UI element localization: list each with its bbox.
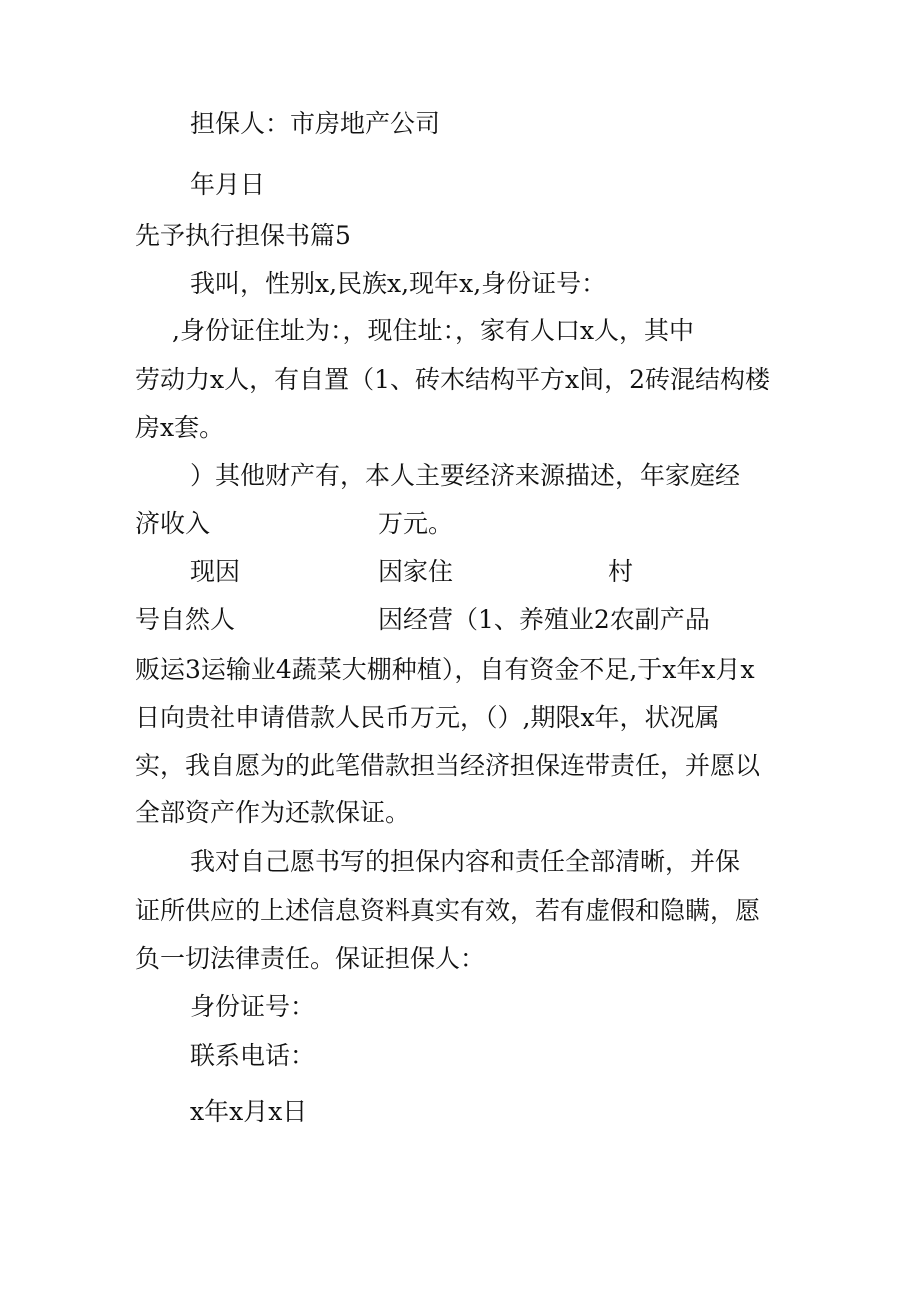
paragraph3-line1-a: 现因 <box>190 557 241 586</box>
guarantor-line: 担保人：市房地产公司 <box>190 109 441 138</box>
paragraph4-line2: 证所供应的上述信息资料真实有效，若有虚假和隐瞒，愿 <box>135 896 761 925</box>
paragraph3-line6: 全部资产作为还款保证。 <box>135 798 411 827</box>
paragraph1-line3: 劳动力x人，有自置（1、砖木结构平方x间，2砖混结构楼 <box>135 365 771 394</box>
paragraph2-line2-label: 济收入 <box>135 509 211 538</box>
paragraph3-line3: 贩运3运输业4蔬菜大棚种植），自有资金不足,于x年x月x <box>135 655 755 684</box>
section-title: 先予执行担保书篇5 <box>135 221 351 250</box>
signature-date: x年x月x日 <box>190 1097 308 1126</box>
paragraph3-line2-b: 因经营（1、养殖业2农副产品 <box>378 605 710 634</box>
paragraph1-line4: 房x套。 <box>135 413 225 442</box>
id-number-label: 身份证号： <box>190 992 316 1021</box>
phone-label: 联系电话： <box>190 1041 316 1070</box>
paragraph2-line1: ）其他财产有，本人主要经济来源描述，年家庭经 <box>190 461 741 490</box>
paragraph1-line1: 我叫，性别x,民族x,现年x,身份证号： <box>190 269 607 298</box>
paragraph3-line1-b: 因家住 <box>378 557 454 586</box>
paragraph3-line5: 实，我自愿为的此笔借款担当经济担保连带责任，并愿以 <box>135 751 761 780</box>
paragraph2-line2-unit: 万元。 <box>378 509 454 538</box>
paragraph3-line4: 日向贵社申请借款人民币万元，（）,期限x年，状况属 <box>135 703 720 732</box>
paragraph4-line3: 负一切法律责任。保证担保人： <box>135 944 486 973</box>
guarantor-date: 年月日 <box>190 170 266 199</box>
paragraph3-line1-c: 村 <box>608 557 634 586</box>
paragraph1-line2: ,身份证住址为：，现住址：，家有人口x人，其中 <box>172 316 695 345</box>
paragraph3-line2-a: 号自然人 <box>135 605 236 634</box>
paragraph4-line1: 我对自己愿书写的担保内容和责任全部清晰，并保 <box>190 847 741 876</box>
